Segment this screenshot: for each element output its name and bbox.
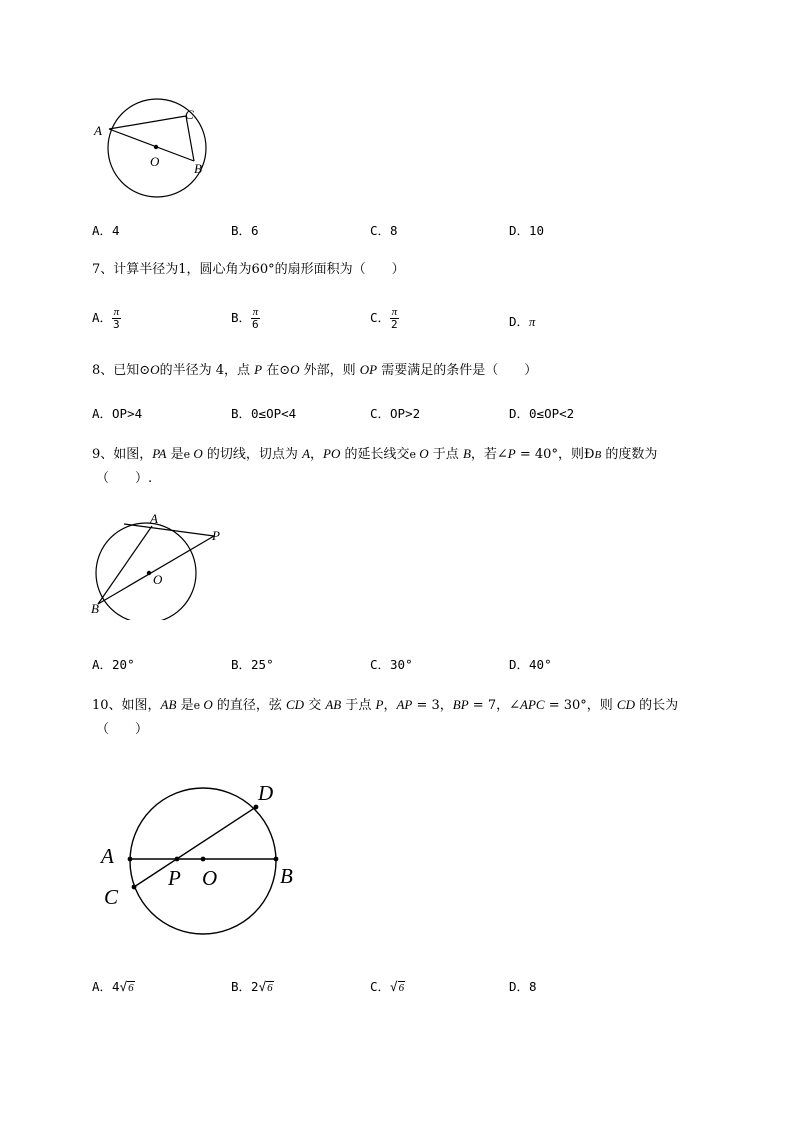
point-a bbox=[128, 857, 133, 862]
label-b: B bbox=[91, 601, 99, 616]
q9-option-b[interactable]: B．25° bbox=[231, 657, 274, 672]
label-p: P bbox=[168, 866, 181, 890]
label-o: O bbox=[202, 866, 218, 890]
q6-option-b[interactable]: B．6 bbox=[231, 223, 259, 238]
point-p bbox=[175, 857, 180, 862]
q8-option-d[interactable]: D．0≤OP<2 bbox=[509, 406, 575, 421]
point-b bbox=[274, 857, 279, 862]
label-c: C bbox=[104, 885, 119, 909]
q10-option-b[interactable]: B．2√6 bbox=[231, 979, 273, 994]
q8-stem: 8、已知⊙O的半径为 4，点 P 在⊙O 外部，则 OP 需要满足的条件是（ ） bbox=[92, 362, 538, 378]
chord-cd bbox=[134, 807, 256, 887]
label-o: O bbox=[150, 154, 160, 169]
q7-option-a[interactable]: A． $\frac{\pi}{3}$ bbox=[92, 306, 120, 331]
q6-option-a[interactable]: A．4 bbox=[92, 223, 120, 238]
q8-option-b[interactable]: B．0≤OP<4 bbox=[231, 406, 297, 421]
sqrt-sign: √ bbox=[390, 979, 398, 994]
q9-option-c[interactable]: C．30° bbox=[370, 657, 413, 672]
q10-option-c[interactable]: C．√6 bbox=[370, 979, 405, 994]
label-a: A bbox=[94, 123, 102, 138]
fraction: $\frac{\pi}{2}$ bbox=[391, 306, 398, 331]
center-dot bbox=[154, 145, 158, 149]
q10-stem: 10、如图，AB 是e O 的直径，弦 CD 交 AB 于点 P，AP = 3，BP = 7，∠APC = 30°，则 CD 的长为 bbox=[92, 697, 679, 713]
label-d: D bbox=[258, 781, 274, 805]
q7-option-b[interactable]: B． $\frac{\pi}{6}$ bbox=[231, 306, 259, 331]
label-p: P bbox=[212, 528, 220, 543]
figure-q6 bbox=[88, 98, 218, 203]
line-ab bbox=[98, 526, 152, 604]
circle-o bbox=[96, 523, 196, 620]
label-a: A bbox=[150, 511, 158, 526]
fraction: $\frac{\pi}{6}$ bbox=[252, 306, 259, 331]
tangent-pa bbox=[124, 524, 214, 536]
figure-q10 bbox=[96, 776, 316, 966]
sqrt-sign: √ bbox=[258, 979, 267, 994]
label-b: B bbox=[280, 864, 293, 888]
q10-stem-line2: （ ） bbox=[96, 722, 149, 737]
q7-stem: 7、计算半径为1，圆心角为60°的扇形面积为（ ） bbox=[92, 262, 405, 277]
line-pob bbox=[98, 536, 214, 604]
q9-option-a[interactable]: A．20° bbox=[92, 657, 135, 672]
point-c bbox=[132, 885, 137, 890]
point-d bbox=[254, 805, 259, 810]
label-b: B bbox=[194, 161, 202, 176]
q6-option-c[interactable]: C．8 bbox=[370, 223, 398, 238]
q7-option-c[interactable]: C． $\frac{\pi}{2}$ bbox=[370, 306, 398, 331]
sqrt-sign: √ bbox=[119, 979, 128, 994]
figure-q9 bbox=[86, 510, 236, 620]
q10-option-d[interactable]: D．8 bbox=[509, 979, 537, 994]
label-c: C bbox=[185, 107, 194, 122]
q8-option-a[interactable]: A．OP>4 bbox=[92, 406, 143, 421]
fraction: $\frac{\pi}{3}$ bbox=[113, 306, 120, 331]
center-dot bbox=[147, 571, 151, 575]
label-o: O bbox=[153, 572, 163, 587]
q9-stem: 9、如图，PA 是e O 的切线，切点为 A，PO 的延长线交e O 于点 B，若∠P = 40°，则ÐB 的度数为 bbox=[92, 446, 658, 462]
q7-option-d[interactable]: D．π bbox=[509, 314, 536, 329]
q9-stem-line2: （ ）. bbox=[96, 471, 153, 486]
q9-option-d[interactable]: D．40° bbox=[509, 657, 552, 672]
label-a: A bbox=[101, 844, 114, 868]
chord-cb bbox=[186, 116, 194, 161]
q8-option-c[interactable]: C．OP>2 bbox=[370, 406, 421, 421]
chord-ac bbox=[109, 116, 186, 129]
point-o bbox=[201, 857, 206, 862]
q6-option-d[interactable]: D．10 bbox=[509, 223, 545, 238]
q10-option-a[interactable]: A．4√6 bbox=[92, 979, 134, 994]
